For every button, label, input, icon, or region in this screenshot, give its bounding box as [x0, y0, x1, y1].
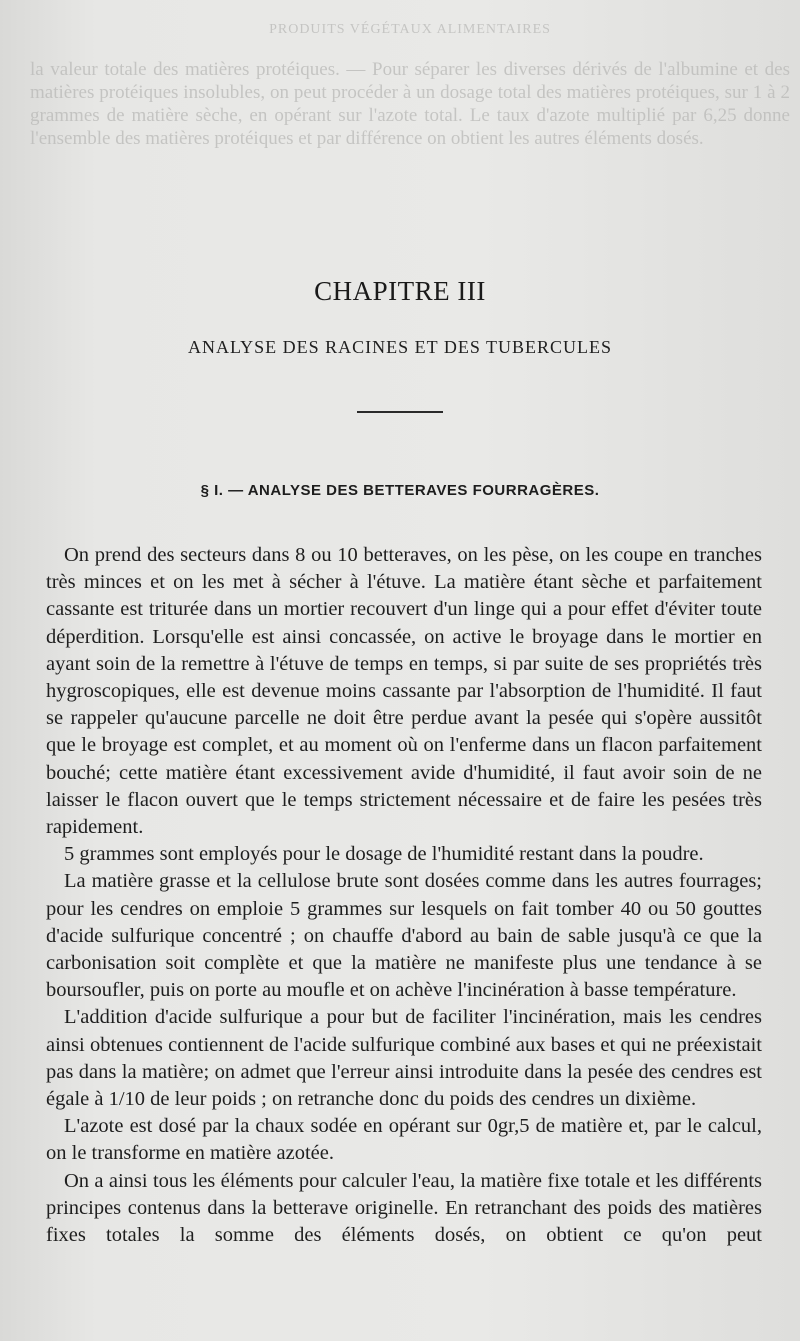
paragraph: L'addition d'acide sulfurique a pour but de faciliter l'incinération, mais les cendres ainsi obtenues contiennent de l'acide sulfurique combiné aux bases et qui ne préexistait pas dans la matière; on admet que l'erreur ainsi introduite dans la pesée des cendres est égale à 1/10 de leur poids ; on retranche donc du poids des cendres un dixième.	[46, 1006, 762, 1111]
paragraph: On a ainsi tous les éléments pour calculer l'eau, la matière fixe totale et les différents principes contenus dans la betterave originelle. En retranchant des poids des matières fixes totales la somme des éléments dosés, on obtient ce qu'on peut	[46, 1169, 762, 1247]
paragraph: L'azote est dosé par la chaux sodée en opérant sur 0gr,5 de matière et, par le calcul, on le transforme en matière azotée.	[46, 1115, 762, 1165]
paragraph: On prend des secteurs dans 8 ou 10 betteraves, on les pèse, on les coupe en tranches très minces et on les met à sécher à l'étuve. La matière étant sèche et parfaitement cassante est triturée dans un mortier recouvert d'un linge qui a pour effet d'éviter toute déperdition. Lorsqu'elle est ainsi concassée, on active le broyage dans le mortier en ayant soin de la remettre à l'étuve de temps en temps, si par suite de ses propriétés très hygroscopiques, elle est devenue moins cassante par l'absorption de l'humidité. Il faut se rappeler qu'aucune parcelle ne doit être perdue avant la pesée qui s'opère aussitôt que le broyage est complet, et au moment où on l'enferme dans un flacon parfaitement bouché; cette matière étant excessivement avide d'humidité, il faut avoir soin de ne laisser le flacon ouvert que le temps strictement nécessaire et de faire les pesées très rapidement.	[46, 544, 762, 839]
paragraph: 5 grammes sont employés pour le dosage de l'humidité restant dans la poudre.	[64, 843, 704, 866]
chapter-subtitle: ANALYSE DES RACINES ET DES TUBERCULES	[187, 337, 613, 357]
show-through-text: la valeur totale des matières protéiques. — Pour séparer les diverses dérivés de l'albumine et des matières protéiques insolubles, on peut procéder à un dosage total des matières protéiques, sur 1 à 2 grammes de matière sèche, en opérant sur l'azote total. Le taux d'azote multiplié par 6,25 donne l'ensemble des matières protéiques et par différence on obtient les autres éléments dosés.	[30, 59, 790, 149]
decorative-rule	[357, 411, 443, 413]
show-through-running-header: PRODUITS VÉGÉTAUX ALIMENTAIRES	[269, 22, 551, 37]
chapter-title: CHAPITRE III	[314, 276, 486, 306]
paragraph: La matière grasse et la cellulose brute sont dosées comme dans les autres fourrages; pour les cendres on emploie 5 grammes sur lesquels on fait tomber 40 ou 50 gouttes d'acide sulfurique concentré ; on chauffe d'abord au bain de sable jusqu'à ce que la carbonisation soit complète et que la matière ne manifeste plus une tendance à se boursoufler, puis on porte au moufle et on achève l'incinération à basse température.	[46, 870, 762, 1002]
body-text	[46, 542, 762, 1249]
section-heading: § I. — ANALYSE DES BETTERAVES FOURRAGÈRES.	[200, 482, 600, 499]
